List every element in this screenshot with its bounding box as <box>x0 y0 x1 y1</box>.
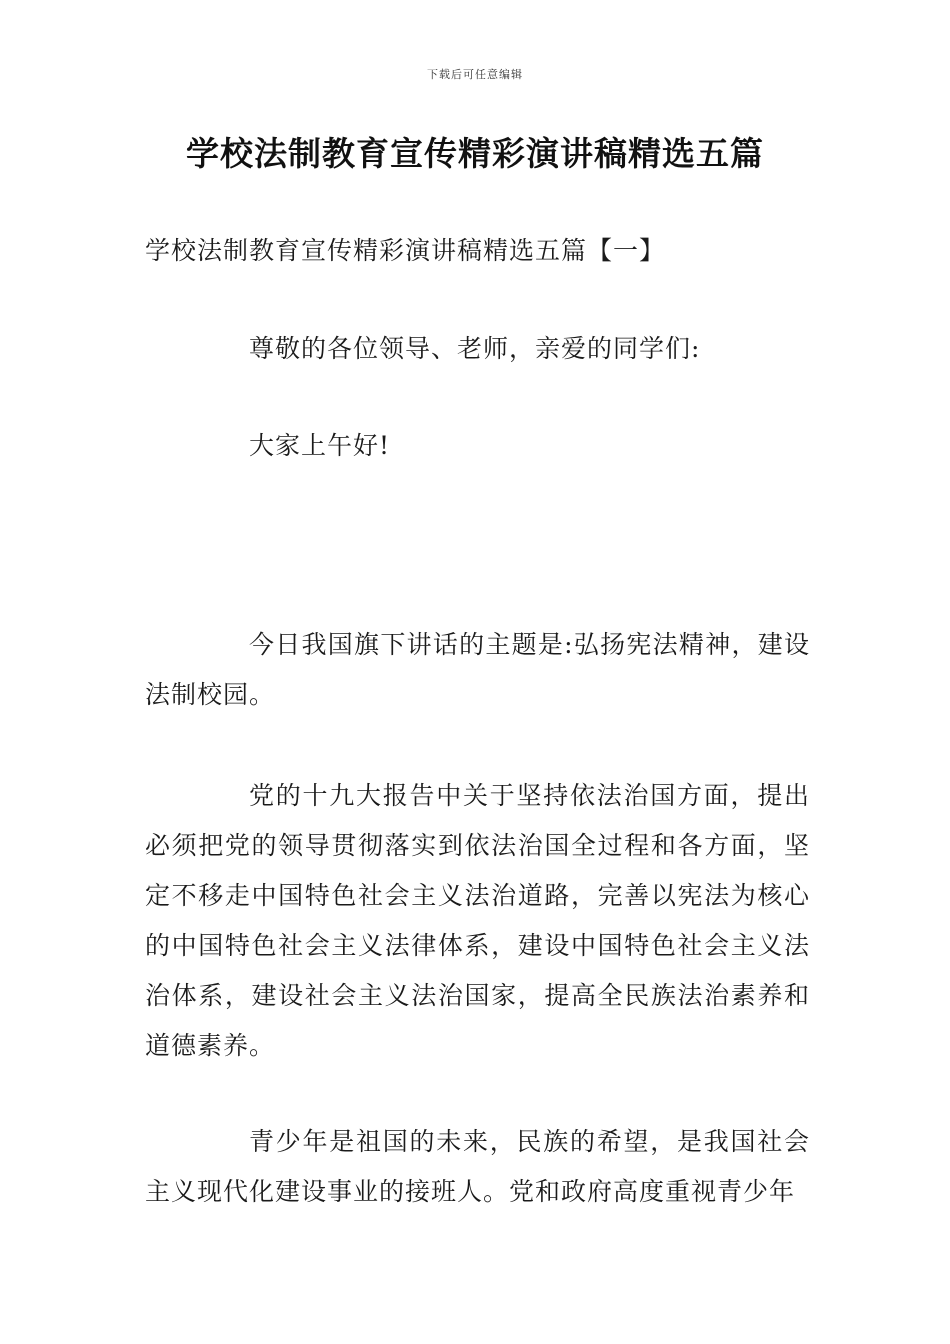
paragraph-youth: 青少年是祖国的未来，民族的希望，是我国社会主义现代化建设事业的接班人。党和政府高度重视青少年 <box>145 1127 810 1206</box>
paragraph-theme: 今日我国旗下讲话的主题是:弘扬宪法精神，建设法制校园。 <box>145 630 810 709</box>
header-note: 下载后可任意编辑 <box>427 68 523 81</box>
paragraph-party-report: 党的十九大报告中关于坚持依法治国方面，提出必须把党的领导贯彻落实到依法治国全过程和各方面，坚定不移走中国特色社会主义法治道路，完善以宪法为核心的中国特色社会主义法律体系，建设中国特色社会主义法治体系，建设社会主义法治国家，提高全民族法治素养和道德素养。 <box>145 781 810 1060</box>
section-heading: 学校法制教育宣传精彩演讲稿精选五篇【一】 <box>145 236 666 265</box>
document-title: 学校法制教育宣传精彩演讲稿精选五篇 <box>186 134 764 173</box>
salutation-line: 尊敬的各位领导、老师，亲爱的同学们: <box>249 334 701 363</box>
greeting-line: 大家上午好! <box>249 431 391 460</box>
